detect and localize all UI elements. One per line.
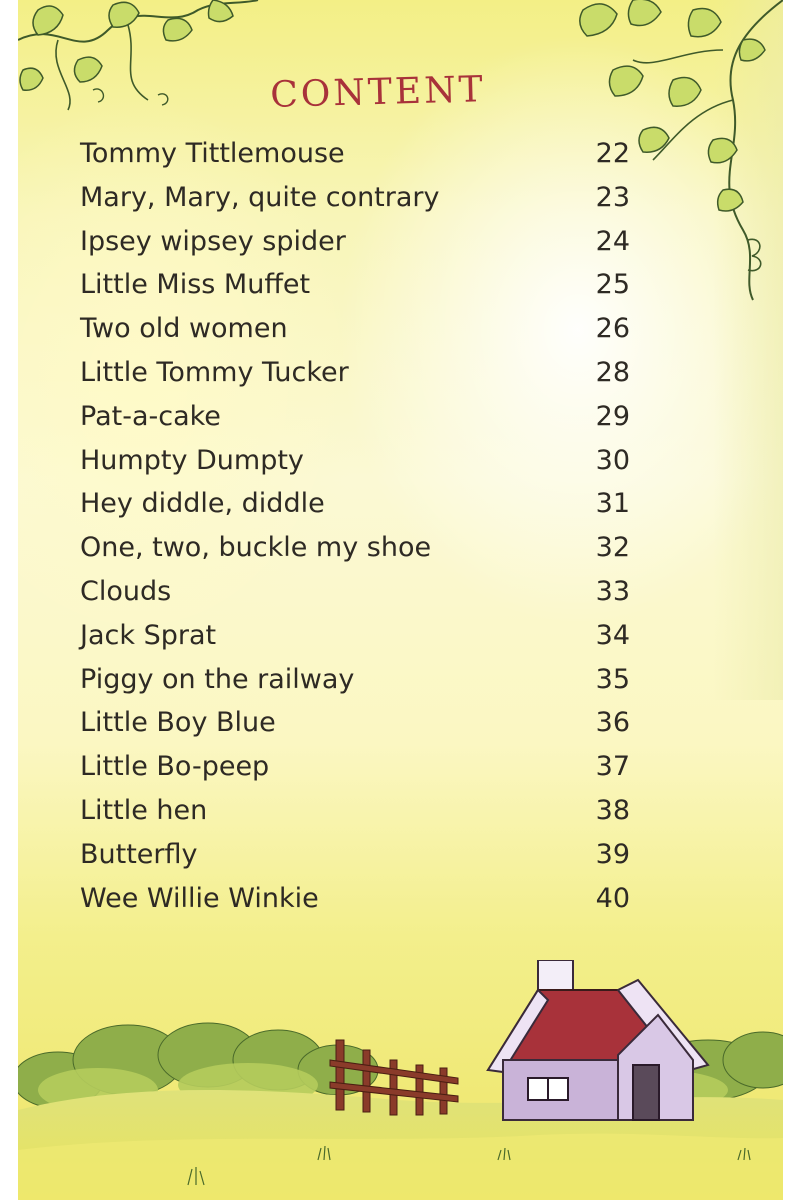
toc-entry <box>80 445 630 489</box>
entry-title: One, two, buckle my shoe <box>80 532 432 564</box>
vine-illustration-left <box>18 0 268 130</box>
entry-title: Little Tommy Tucker <box>80 356 349 388</box>
toc-entry <box>80 182 630 226</box>
entry-title: Two old women <box>80 313 288 345</box>
toc-entry <box>80 269 630 313</box>
toc-entry <box>80 576 630 620</box>
entry-page: 39 <box>595 838 630 870</box>
toc-entry <box>80 839 630 883</box>
entry-page: 35 <box>595 663 630 695</box>
toc-entry <box>80 532 630 576</box>
entry-page: 30 <box>595 444 630 476</box>
table-of-contents <box>80 138 630 926</box>
toc-entry <box>80 226 630 270</box>
entry-title: Pat-a-cake <box>80 400 221 432</box>
entry-title: Little Boy Blue <box>80 707 276 739</box>
toc-entry <box>80 664 630 708</box>
entry-page: 22 <box>595 138 630 169</box>
page-title: CONTENT <box>269 69 487 116</box>
book-page <box>18 0 783 1200</box>
cottage-icon <box>488 960 708 1120</box>
entry-title: Jack Sprat <box>80 619 217 651</box>
entry-page: 24 <box>595 225 630 257</box>
entry-title: Wee Willie Winkie <box>80 882 319 914</box>
entry-title: Mary, Mary, quite contrary <box>80 181 440 213</box>
entry-page: 25 <box>595 269 630 301</box>
entry-page: 33 <box>595 575 630 607</box>
entry-page: 37 <box>595 751 630 783</box>
toc-entry <box>80 707 630 751</box>
entry-title: Ipsey wipsey spider <box>80 225 346 257</box>
entry-title: Little Miss Muffet <box>80 269 311 301</box>
entry-title: Piggy on the railway <box>80 663 355 695</box>
entry-page: 40 <box>595 882 630 914</box>
toc-entry <box>80 751 630 795</box>
toc-entry <box>80 357 630 401</box>
entry-page: 23 <box>595 181 630 213</box>
toc-entry <box>80 401 630 445</box>
entry-page: 28 <box>595 356 630 388</box>
entry-page: 29 <box>595 400 630 432</box>
toc-entry <box>80 883 630 927</box>
entry-title: Little hen <box>80 794 208 826</box>
entry-title: Butterfly <box>80 838 198 870</box>
entry-page: 36 <box>595 707 630 739</box>
entry-page: 32 <box>595 532 630 564</box>
toc-entry <box>80 313 630 357</box>
entry-page: 26 <box>595 313 630 345</box>
countryside-illustration <box>18 960 783 1200</box>
entry-page: 31 <box>595 488 630 520</box>
toc-entry <box>80 620 630 664</box>
toc-entry <box>80 138 630 182</box>
entry-page: 34 <box>595 619 630 651</box>
entry-page: 38 <box>595 794 630 826</box>
entry-title: Clouds <box>80 575 172 607</box>
entry-title: Humpty Dumpty <box>80 444 304 476</box>
toc-entry <box>80 795 630 839</box>
entry-title: Tommy Tittlemouse <box>80 138 345 169</box>
toc-entry <box>80 488 630 532</box>
entry-title: Little Bo-peep <box>80 751 270 783</box>
entry-title: Hey diddle, diddle <box>80 488 325 520</box>
